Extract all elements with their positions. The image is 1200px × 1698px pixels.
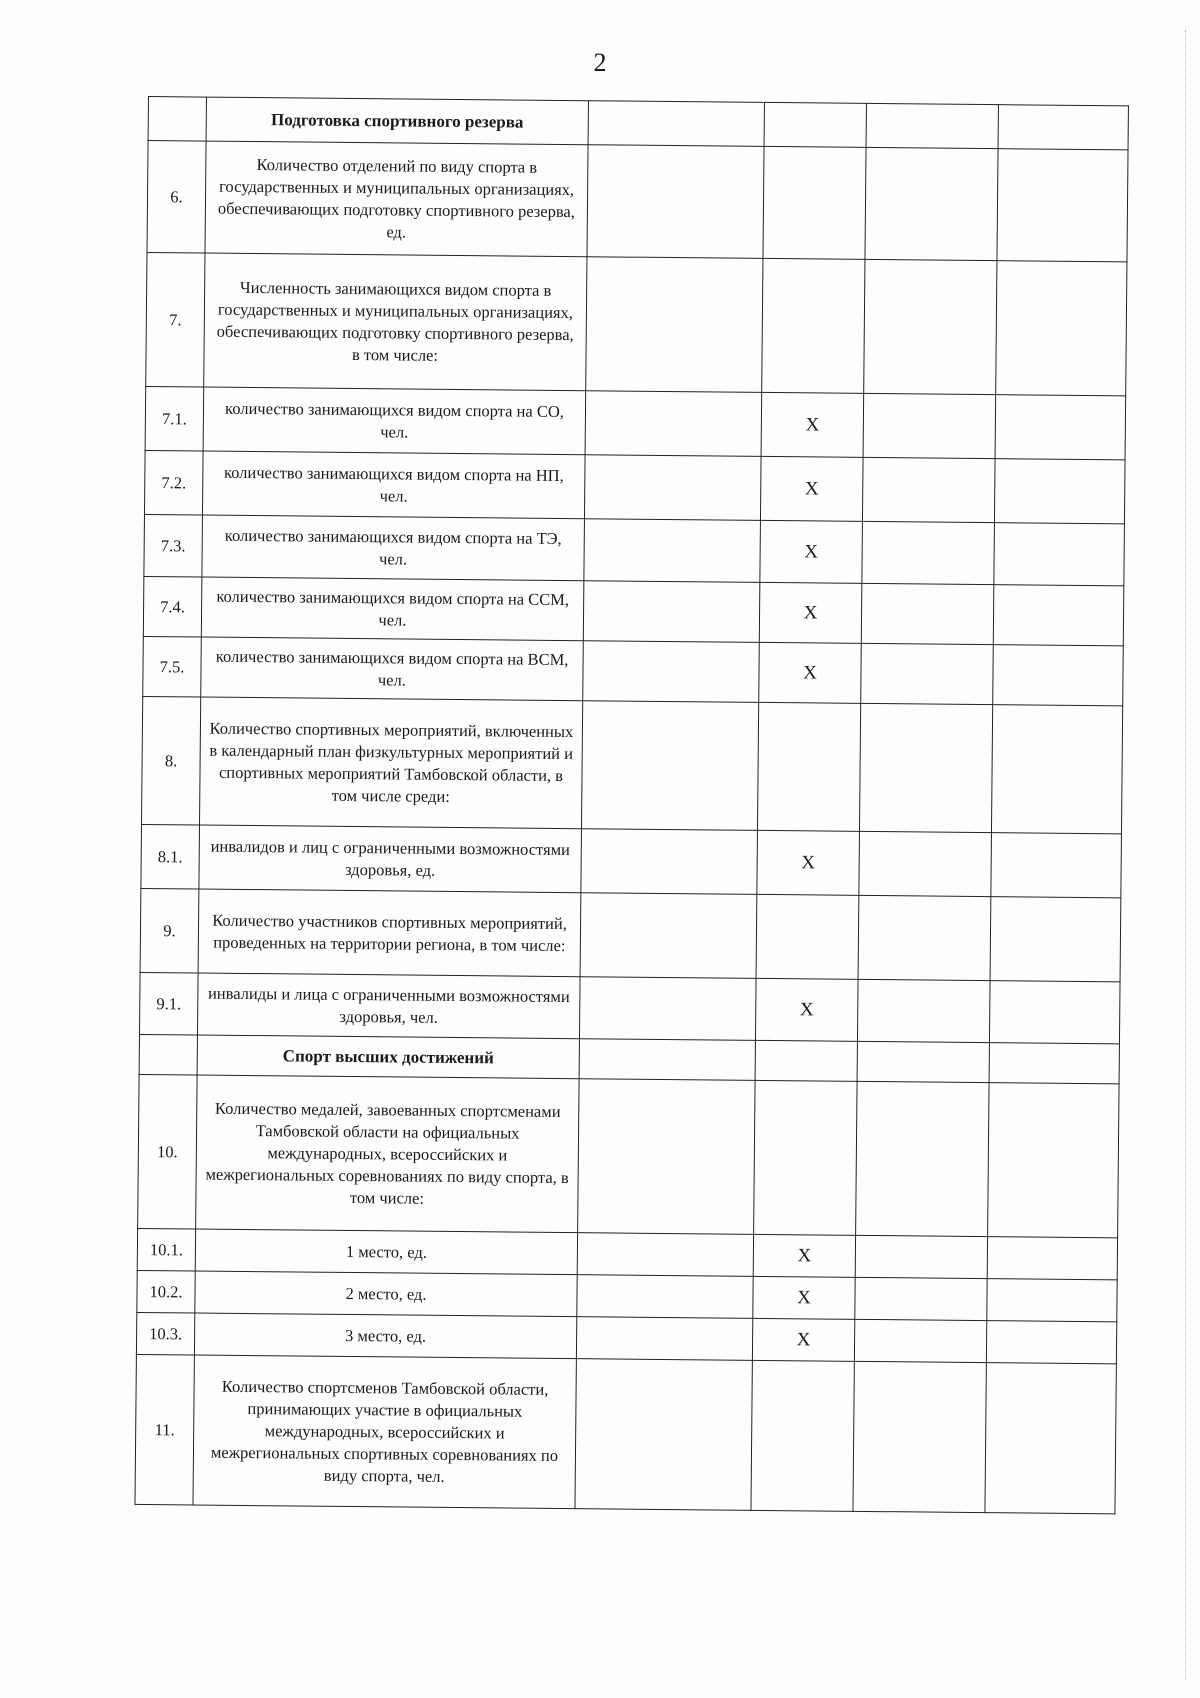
- table-body: [135, 97, 1128, 1514]
- value-cell-1: [584, 455, 761, 521]
- table-row: [144, 450, 1125, 523]
- table-row: [147, 141, 1128, 262]
- value-cell-3: [861, 643, 994, 704]
- table-row: [141, 824, 1122, 897]
- value-cell-4: [993, 585, 1124, 646]
- indicator-label: количество занимающихся видом спорта на ССМ, чел.: [201, 577, 584, 641]
- indicator-label: 2 место, ед.: [195, 1271, 577, 1317]
- row-number: 10.: [138, 1074, 197, 1229]
- value-cell-1: [583, 641, 760, 703]
- indicator-label: количество занимающихся видом спорта на СО, чел.: [203, 387, 586, 455]
- indicator-label: количество занимающихся видом спорта на ВСМ, чел.: [201, 637, 584, 701]
- value-cell-4: [988, 1083, 1119, 1238]
- value-cell-4: [989, 981, 1120, 1044]
- value-cell-1: [575, 1359, 752, 1511]
- value-cell-1: [576, 1317, 752, 1361]
- row-number: 7.: [146, 252, 205, 387]
- table-row: [143, 636, 1124, 705]
- value-cell-1: [578, 1079, 755, 1235]
- value-cell-3: [859, 703, 992, 832]
- row-number: 9.: [140, 888, 199, 973]
- value-cell-1: [581, 701, 758, 831]
- value-cell-2: [755, 1040, 857, 1081]
- value-cell-1: [579, 1039, 755, 1081]
- value-cell-3: [866, 103, 998, 148]
- value-cell-2: X: [757, 830, 860, 895]
- value-cell-1: [580, 893, 757, 979]
- row-number: 10.3.: [136, 1312, 194, 1355]
- value-cell-4: [991, 705, 1122, 834]
- value-cell-1: [585, 391, 762, 457]
- row-number: 7.4.: [143, 576, 202, 637]
- indicator-label: Количество участников спортивных мероприятий, проведенных на территории региона, в том числе:: [198, 889, 581, 977]
- row-number: 10.2.: [137, 1270, 195, 1313]
- value-cell-1: [583, 581, 760, 643]
- indicators-table: [134, 96, 1128, 1514]
- value-cell-4: [995, 395, 1126, 460]
- scan-edge-marks: [1185, 30, 1192, 1680]
- section-title: Спорт высших достижений: [197, 1035, 579, 1079]
- row-number: [148, 97, 206, 142]
- value-cell-2: X: [759, 642, 862, 703]
- value-cell-2: X: [761, 392, 864, 457]
- value-cell-2: X: [760, 520, 863, 583]
- value-cell-3: [859, 831, 992, 896]
- table-row: [144, 514, 1125, 585]
- value-cell-2: X: [755, 978, 858, 1041]
- value-cell-2: [763, 146, 866, 259]
- value-cell-3: [855, 1235, 987, 1278]
- value-cell-3: [862, 457, 995, 522]
- value-cell-4: [989, 1043, 1119, 1084]
- indicator-label: Количество спортивных мероприятий, включенных в календарный план физкультурных мероприятий и спортивных мероприятий Тамбовской области, в том числе среди:: [200, 697, 583, 829]
- value-cell-3: [861, 583, 994, 644]
- table-row: [138, 1074, 1119, 1237]
- value-cell-1: [577, 1275, 753, 1319]
- row-number: 7.1.: [145, 386, 204, 451]
- value-cell-3: [853, 1361, 986, 1512]
- table-row: [145, 386, 1126, 459]
- table-row: [143, 576, 1124, 645]
- value-cell-2: X: [753, 1234, 855, 1277]
- value-cell-1: [581, 829, 758, 895]
- table-row: [139, 972, 1120, 1043]
- value-cell-3: [864, 259, 997, 394]
- row-number: [139, 1034, 197, 1075]
- value-cell-4: [985, 1363, 1116, 1514]
- table-row: [140, 888, 1121, 981]
- indicator-label: Численность занимающихся видом спорта в государственных и муниципальных организациях, обеспечивающих подготовку спортивного резерва, в том числе:: [204, 253, 587, 391]
- value-cell-3: [856, 1081, 989, 1236]
- indicator-label: 1 место, ед.: [195, 1229, 577, 1275]
- value-cell-4: [987, 1279, 1117, 1322]
- value-cell-3: [863, 393, 996, 458]
- row-number: 9.1.: [139, 972, 198, 1035]
- value-cell-1: [579, 977, 756, 1041]
- table-row: [142, 696, 1123, 833]
- value-cell-2: X: [760, 456, 863, 521]
- row-number: 7.2.: [144, 450, 203, 515]
- indicator-label: инвалиды и лица с ограниченными возможностями здоровья, чел.: [197, 973, 580, 1039]
- value-cell-3: [855, 1277, 987, 1320]
- indicator-label: количество занимающихся видом спорта на НП, чел.: [202, 451, 585, 519]
- indicator-label: Количество медалей, завоеванных спортсменами Тамбовской области на официальных международных, всероссийских и межрегиональных соревнованиях по виду спорта, в том числе:: [196, 1075, 579, 1233]
- value-cell-2: [751, 1360, 854, 1511]
- value-cell-3: [857, 1041, 989, 1082]
- row-number: 7.3.: [144, 514, 203, 577]
- table-row: [146, 252, 1127, 395]
- value-cell-4: [986, 1321, 1116, 1364]
- value-cell-3: [857, 979, 990, 1042]
- value-cell-2: X: [753, 1276, 855, 1319]
- table-row: [135, 1354, 1116, 1513]
- value-cell-2: [762, 258, 865, 393]
- value-cell-2: X: [752, 1318, 854, 1361]
- indicator-label: инвалидов и лиц с ограниченными возможностями здоровья, ед.: [199, 825, 582, 893]
- value-cell-2: [764, 102, 866, 147]
- value-cell-4: [996, 261, 1127, 396]
- value-cell-1: [588, 101, 764, 147]
- value-cell-4: [987, 1237, 1117, 1280]
- indicator-label: 3 место, ед.: [194, 1313, 576, 1359]
- indicator-label: Количество отделений по виду спорта в государственных и муниципальных организациях, обеспечивающих подготовку спортивного резерва, ед.: [205, 141, 588, 257]
- value-cell-2: [757, 702, 860, 831]
- section-title: Подготовка спортивного резерва: [206, 97, 588, 145]
- value-cell-3: [858, 895, 991, 980]
- value-cell-4: [997, 149, 1128, 262]
- value-cell-3: [854, 1319, 986, 1362]
- row-number: 10.1.: [137, 1228, 195, 1271]
- value-cell-4: [991, 833, 1122, 898]
- value-cell-3: [862, 521, 995, 584]
- value-cell-2: [754, 1080, 857, 1235]
- row-number: 7.5.: [143, 636, 202, 697]
- value-cell-4: [994, 523, 1125, 586]
- value-cell-4: [993, 645, 1124, 706]
- value-cell-3: [865, 147, 998, 260]
- value-cell-2: X: [759, 582, 862, 643]
- value-cell-4: [998, 105, 1128, 150]
- row-number: 6.: [147, 141, 206, 254]
- value-cell-1: [586, 257, 763, 393]
- page-number: 2: [593, 48, 607, 77]
- value-cell-2: [756, 894, 859, 979]
- value-cell-1: [577, 1233, 753, 1277]
- value-cell-1: [584, 519, 761, 583]
- value-cell-1: [587, 145, 764, 259]
- value-cell-4: [994, 459, 1125, 524]
- row-number: 8.1.: [141, 824, 200, 889]
- value-cell-4: [990, 897, 1121, 982]
- row-number: 11.: [135, 1354, 194, 1505]
- indicator-label: Количество спортсменов Тамбовской области, принимающих участие в официальных международных, всероссийских и межрегиональных спортивных соревнованиях по виду спорта, чел.: [193, 1355, 576, 1509]
- indicator-label: количество занимающихся видом спорта на ТЭ, чел.: [202, 515, 585, 581]
- row-number: 8.: [142, 696, 201, 825]
